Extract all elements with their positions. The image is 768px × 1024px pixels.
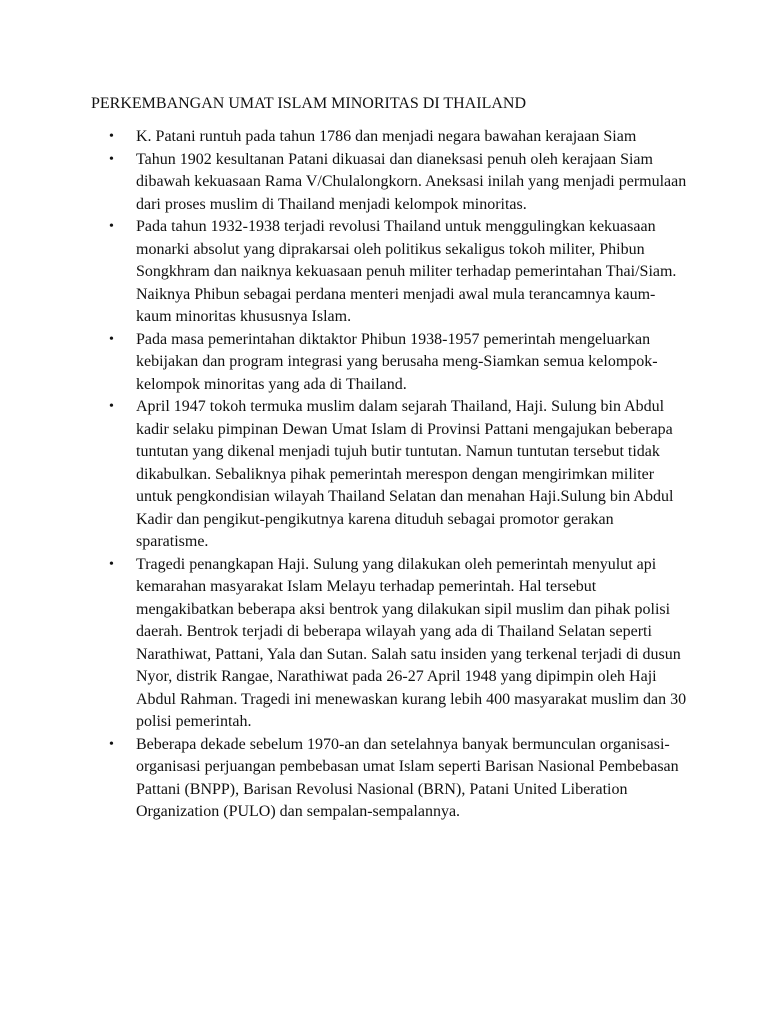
bullet-icon: •: [109, 556, 114, 572]
list-item: [108, 554, 688, 734]
bullet-icon: •: [109, 129, 114, 144]
list-item-text: Tragedi penangkapan Haji. Sulung yang dilakukan oleh pemerintah menyulut api kemarahan masyarakat Islam Melayu terhadap pemerintah. Hal tersebut mengakibatkan beberapa aksi bentrok yang dilakukan sipil muslim dan pihak polisi daerah. Bentrok terjadi di beberapa wilayah yang ada di Thailand Selatan seperti Narathiwat, Pattani, Yala dan Sutan. Salah satu insiden yang terkenal terjadi di dusun Nyor, distrik Rangae, Narathiwat pada 26-27 April 1948 yang dipimpin oleh Haji Abdul Rahman. Tragedi ini menewaskan kurang lebih 400 masyarakat muslim dan 30 polisi pemerintah.: [136, 555, 687, 730]
list-item-text: Beberapa dekade sebelum 1970-an dan setelahnya banyak bermunculan organisasi-organisasi perjuangan pembebasan umat Islam seperti Barisan Nasional Pembebasan Pattani (BNPP), Barisan Revolusi Nasional (BRN), Patani United Liberation Organization (PULO) dan sempalan-sempalannya.: [136, 735, 679, 820]
bullet-icon: •: [109, 151, 114, 167]
list-item-text: April 1947 tokoh termuka muslim dalam sejarah Thailand, Haji. Sulung bin Abdul kadir selaku pimpinan Dewan Umat Islam di Provinsi Pattani mengajukan beberapa tuntutan yang dikenal menjadi tujuh butir tuntutan. Namun tuntutan tersebut tidak dikabulkan. Sebaliknya pihak pemerintah merespon dengan mengirimkan militer untuk pengkondisian wilayah Thailand Selatan dan menahan Haji.Sulung bin Abdul Kadir dan pengikut-pengikutnya karena dituduh sebagai promotor gerakan sparatisme.: [136, 398, 674, 550]
list-item-text: Pada tahun 1932-1938 terjadi revolusi Thailand untuk menggulingkan kekuasaan monarki absolut yang diprakarsai oleh politikus sekaligus tokoh militer, Phibun Songkhram dan naiknya kekuasaan penuh militer terhadap pemerintahan Thai/Siam. Naiknya Phibun sebagai perdana menteri menjadi awal mula terancamnya kaum-kaum minoritas khususnya Islam.: [136, 218, 677, 325]
list-item-text: K. Patani runtuh pada tahun 1786 dan menjadi negara bawahan kerajaan Siam: [136, 128, 637, 145]
list-item-text: Pada masa pemerintahan diktaktor Phibun 1938-1957 pemerintah mengeluarkan kebijakan dan program integrasi yang berusaha meng-Siamkan semua kelompok-kelompok minoritas yang ada di Thailand.: [136, 330, 658, 393]
list-item: [108, 126, 688, 149]
list-item: [108, 329, 688, 397]
page-title: PERKEMBANGAN UMAT ISLAM MINORITAS DI THAILAND: [91, 95, 527, 112]
bullet-icon: •: [109, 399, 114, 414]
bullet-icon: •: [109, 331, 114, 347]
bullet-icon: •: [109, 219, 114, 234]
list-item: [108, 734, 688, 824]
list-item: [108, 396, 688, 554]
bullet-list: [108, 126, 688, 824]
list-item-text: Tahun 1902 kesultanan Patani dikuasai dan dianeksasi penuh oleh kerajaan Siam dibawah kekuasaan Rama V/Chulalongkorn. Aneksasi inilah yang menjadi permulaan dari proses muslim di Thailand menjadi kelompok minoritas.: [136, 150, 687, 213]
bullet-icon: •: [109, 736, 114, 752]
list-item: [108, 216, 688, 329]
list-item: [108, 149, 688, 217]
